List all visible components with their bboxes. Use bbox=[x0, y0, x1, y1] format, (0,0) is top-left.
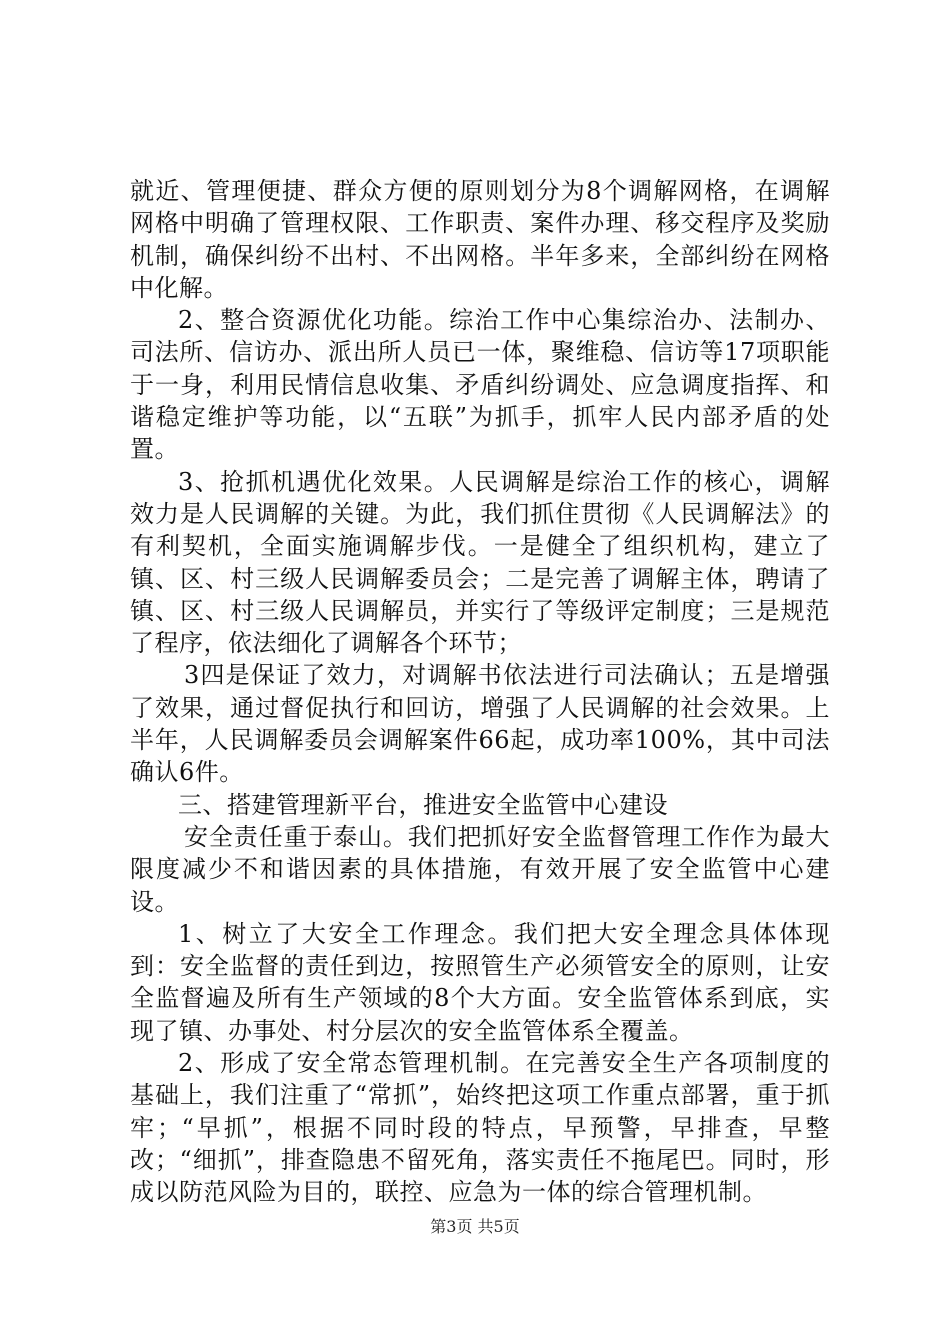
paragraph-integrate-resources: 2、整合资源优化功能。综治工作中心集综治办、法制办、司法所、信访办、派出所人员已一体，聚维稳、信访等17项职能于一身，利用民情信息收集、矛盾纠纷调处、应急调度指挥、和谐稳定维护等功能，以“五联”为抓手，抓牢人民内部矛盾的处置。 bbox=[130, 306, 830, 464]
paragraph-seize-opportunity: 3、抢抓机遇优化效果。人民调解是综治工作的核心，调解效力是人民调解的关键。为此，我们抓住贯彻《人民调解法》的有利契机，全面实施调解步伐。一是健全了组织机构，建立了镇、区、村三级人民调解委员会；二是完善了调解主体，聘请了镇、区、村三级人民调解员，并实行了等级评定制度；三是规范了程序，依法细化了调解各个环节； bbox=[130, 467, 830, 658]
paragraph-ensure-effectiveness: 3四是保证了效力，对调解书依法进行司法确认；五是增强了效果，通过督促执行和回访，增强了人民调解的社会效果。上半年，人民调解委员会调解案件66起，成功率100%，其中司法确认6件。 bbox=[130, 661, 830, 787]
paragraph-safety-concept: 1、树立了大安全工作理念。我们把大安全理念具体体现到：安全监督的责任到边，按照管生产必须管安全的原则，让安全监督遍及所有生产领域的8个大方面。安全监管体系到底，实现了镇、办事处、村分层次的安全监管体系全覆盖。 bbox=[130, 919, 830, 1045]
paragraph-safety-responsibility: 安全责任重于泰山。我们把抓好安全监督管理工作作为最大限度减少不和谐因素的具体措施，有效开展了安全监管中心建设。 bbox=[130, 822, 830, 916]
paragraph-safety-mechanism: 2、形成了安全常态管理机制。在完善安全生产各项制度的基础上，我们注重了“常抓”，始终把这项工作重点部署，重于抓牢；“早抓”，根据不同时段的特点，早预警，早排查，早整改；“细抓”，排查隐患不留死角，落实责任不拖尾巴。同时，形成以防范风险为目的，联控、应急为一体的综合管理机制。 bbox=[130, 1049, 830, 1207]
page-number-footer: 第3页 共5页 bbox=[430, 1217, 520, 1236]
paragraph-grid-mediation: 就近、管理便捷、群众方便的原则划分为8个调解网格，在调解网格中明确了管理权限、工作职责、案件办理、移交程序及奖励机制，确保纠纷不出村、不出网格。半年多来，全部纠纷在网格中化解。 bbox=[130, 177, 830, 302]
section-heading-safety-platform: 三、搭建管理新平台，推进安全监管中心建设 bbox=[178, 790, 668, 819]
document-body bbox=[130, 175, 830, 1209]
